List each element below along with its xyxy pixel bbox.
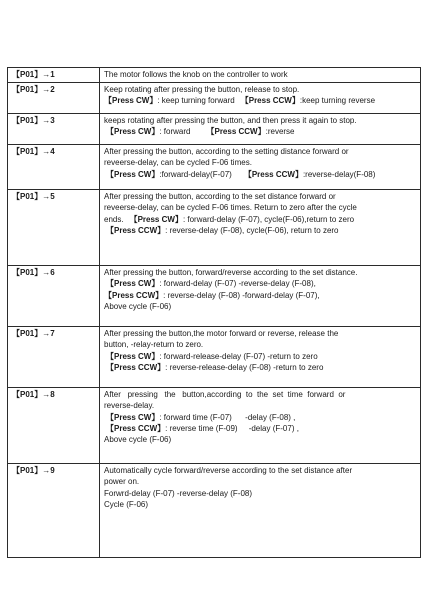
- button-action-line: [104, 290, 416, 301]
- mode-description: [100, 266, 421, 327]
- press-ccw-label: 【Press CCW】: [104, 290, 164, 300]
- mode-description: [100, 388, 421, 464]
- press-ccw-text: :keep turning reverse: [299, 96, 376, 106]
- description-line: button, -relay-return to zero.: [104, 340, 204, 350]
- mode-description: [100, 327, 421, 388]
- press-cw-text: : forward time (F-07) -delay (F-08) ,: [159, 412, 296, 422]
- mode-description: [100, 83, 421, 114]
- description-text: ends.: [104, 214, 124, 224]
- press-cw-text: :forward-delay(F-07): [159, 169, 232, 179]
- press-ccw-label: 【Press CCW】: [106, 225, 166, 235]
- description-line: keeps rotating after pressing the button, and then press it again to stop.: [104, 116, 357, 126]
- press-ccw-label: 【Press CCW】: [106, 423, 166, 433]
- button-action-line: [104, 214, 416, 225]
- mode-description: [100, 145, 421, 190]
- mode-code: 【P01】→3: [8, 114, 100, 145]
- mode-code: 【P01】→1: [8, 68, 100, 83]
- press-ccw-label: 【Press CCW】: [206, 127, 266, 137]
- press-cw-label: 【Press CW】: [129, 214, 183, 224]
- mode-code: 【P01】→9: [8, 464, 100, 558]
- press-cw-label: 【Press CW】: [106, 169, 160, 179]
- table-row: [8, 464, 421, 558]
- press-cw-label: 【Press CW】: [104, 96, 158, 106]
- table-row: [8, 68, 421, 83]
- press-cw-label: 【Press CW】: [106, 127, 160, 137]
- description-line: reverse-delay.: [104, 401, 155, 411]
- press-cw-label: 【Press CW】: [106, 412, 160, 422]
- press-ccw-text: : reverse-release-delay (F-08) -return to zero: [165, 362, 324, 372]
- description-line: After pressing the button, forward/reverse according to the set distance.: [104, 268, 358, 278]
- mode-code: 【P01】→7: [8, 327, 100, 388]
- press-ccw-text: : reverse-delay (F-08) -forward-delay (F-07),: [163, 290, 320, 300]
- mode-description: [100, 68, 421, 83]
- description-line: After pressing the button,according to the set time forward or: [104, 390, 346, 400]
- mode-code: 【P01】→2: [8, 83, 100, 114]
- button-action-line: [104, 169, 416, 180]
- table-row: [8, 114, 421, 145]
- button-action-line: [104, 362, 416, 373]
- description-line: After pressing the button,the motor forward or reverse, release the: [104, 329, 339, 339]
- press-ccw-text: : reverse time (F-09) -delay (F-07) ,: [165, 423, 299, 433]
- press-cw-text: : forward-delay (F-07) -reverse-delay (F-08),: [159, 279, 316, 289]
- mode-code: 【P01】→6: [8, 266, 100, 327]
- description-line: After pressing the button, according to the setting distance forward or: [104, 147, 349, 157]
- press-ccw-label: 【Press CCW】: [106, 362, 166, 372]
- table-row: [8, 327, 421, 388]
- press-cw-label: 【Press CW】: [106, 279, 160, 289]
- press-cw-label: 【Press CW】: [106, 351, 160, 361]
- press-ccw-text: : reverse-delay (F-08), cycle(F-06), return to zero: [165, 225, 339, 235]
- press-cw-text: : forward: [159, 127, 191, 137]
- table-row: [8, 190, 421, 266]
- table-row: [8, 388, 421, 464]
- mode-code: 【P01】→5: [8, 190, 100, 266]
- button-action-line: [104, 278, 416, 289]
- button-action-line: [104, 412, 416, 423]
- cycle-line: Above cycle (F-06): [104, 435, 172, 445]
- press-ccw-text: :reverse: [265, 127, 295, 137]
- button-action-line: [104, 126, 416, 137]
- press-cw-text: : forward-delay (F-07), cycle(F-06),return to zero: [182, 214, 355, 224]
- button-action-line: [104, 225, 416, 236]
- button-action-line: [104, 351, 416, 362]
- table-row: [8, 266, 421, 327]
- press-cw-text: : keep turning forward: [157, 96, 235, 106]
- mode-code: 【P01】→8: [8, 388, 100, 464]
- mode-description: [100, 114, 421, 145]
- program-mode-table: [7, 67, 421, 558]
- button-action-line: [104, 95, 416, 106]
- sequence-line: Forwrd-delay (F-07) -reverse-delay (F-08): [104, 488, 253, 498]
- press-cw-text: : forward-release-delay (F-07) -return to zero: [159, 351, 318, 361]
- description-line: power on.: [104, 477, 140, 487]
- description-line: Keep rotating after pressing the button, release to stop.: [104, 85, 300, 95]
- press-ccw-label: 【Press CCW】: [243, 169, 303, 179]
- table-row: [8, 83, 421, 114]
- table-row: [8, 145, 421, 190]
- cycle-line: Cycle (F-06): [104, 499, 149, 509]
- mode-description: [100, 190, 421, 266]
- description-line: After pressing the button, according to the set distance forward or: [104, 192, 336, 202]
- description-line: reveerse-delay, can be cycled F-06 times.: [104, 158, 252, 168]
- press-ccw-label: 【Press CCW】: [240, 96, 300, 106]
- description-line: reveerse-delay, can be cycled F-06 times. Return to zero after the cycle: [104, 203, 357, 213]
- mode-code: 【P01】→4: [8, 145, 100, 190]
- button-action-line: [104, 423, 416, 434]
- press-ccw-text: :reverse-delay(F-08): [302, 169, 376, 179]
- cycle-line: Above cycle (F-06): [104, 301, 172, 311]
- description-line: Automatically cycle forward/reverse according to the set distance after: [104, 466, 353, 476]
- mode-description: [100, 464, 421, 558]
- description-line: The motor follows the knob on the controller to work: [104, 70, 288, 79]
